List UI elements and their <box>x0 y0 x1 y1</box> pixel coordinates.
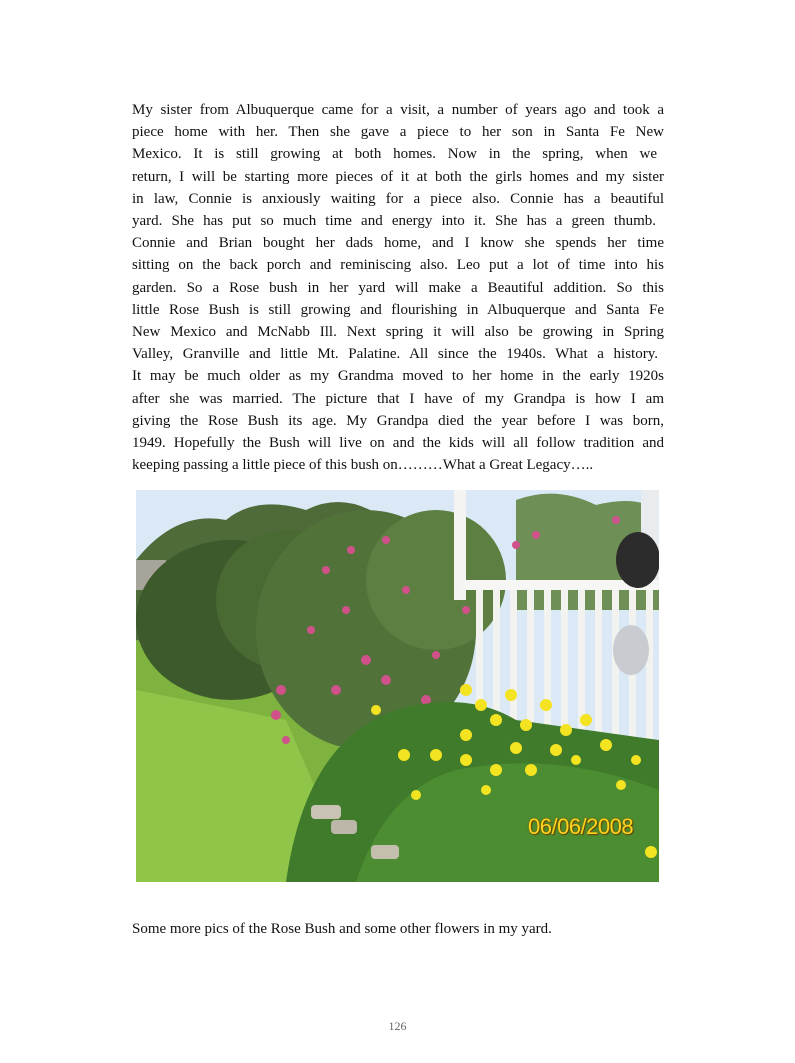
body-line: sitting on the back porch and reminiscing also. Leo put a lot of time into his <box>132 257 664 274</box>
body-line: after she was married. The picture that I have of my Grandpa is how I am <box>132 390 664 407</box>
body-line: yard. She has put so much time and energy into it. She has a green thumb. <box>132 213 656 230</box>
body-line: It may be much older as my Grandma moved to her home in the early 1920s <box>132 368 664 385</box>
body-paragraph <box>132 99 664 476</box>
body-line: Connie and Brian bought her dads home, and I know she spends her time <box>132 235 664 252</box>
body-line: My sister from Albuquerque came for a visit, a number of years ago and took a <box>132 102 664 118</box>
body-line: 1949. Hopefully the Bush will live on and the kids will all follow tradition and <box>132 435 664 452</box>
body-line: in law, Connie is anxiously waiting for a piece also. Connie has a beautiful <box>132 190 664 207</box>
rose-bush-photo <box>136 490 659 882</box>
page-number: 126 <box>388 1019 407 1033</box>
photo-date-stamp: 06/06/2008 <box>528 814 634 839</box>
body-line: return, I will be starting more pieces of it at both the girls homes and my sister <box>132 168 664 185</box>
body-line: little Rose Bush is still growing and flourishing in Albuquerque and Santa Fe <box>132 301 664 318</box>
body-line: Mexico. It is still growing at both homes. Now in the spring, when we <box>132 146 657 163</box>
body-line: garden. So a Rose bush in her yard will make a Beautiful addition. So this <box>132 279 664 296</box>
body-line: giving the Rose Bush its age. My Grandpa died the year before I was born, <box>132 412 664 429</box>
photo-caption: Some more pics of the Rose Bush and some other flowers in my yard. <box>132 921 552 937</box>
body-line: New Mexico and McNabb Ill. Next spring it will also be growing in Spring <box>132 324 664 341</box>
body-line: keeping passing a little piece of this bush on………What a Great Legacy….. <box>132 457 594 474</box>
body-line: Valley, Granville and little Mt. Palatine. All since the 1940s. What a history. <box>132 346 658 363</box>
body-line: piece home with her. Then she gave a piece to her son in Santa Fe New <box>132 124 664 141</box>
